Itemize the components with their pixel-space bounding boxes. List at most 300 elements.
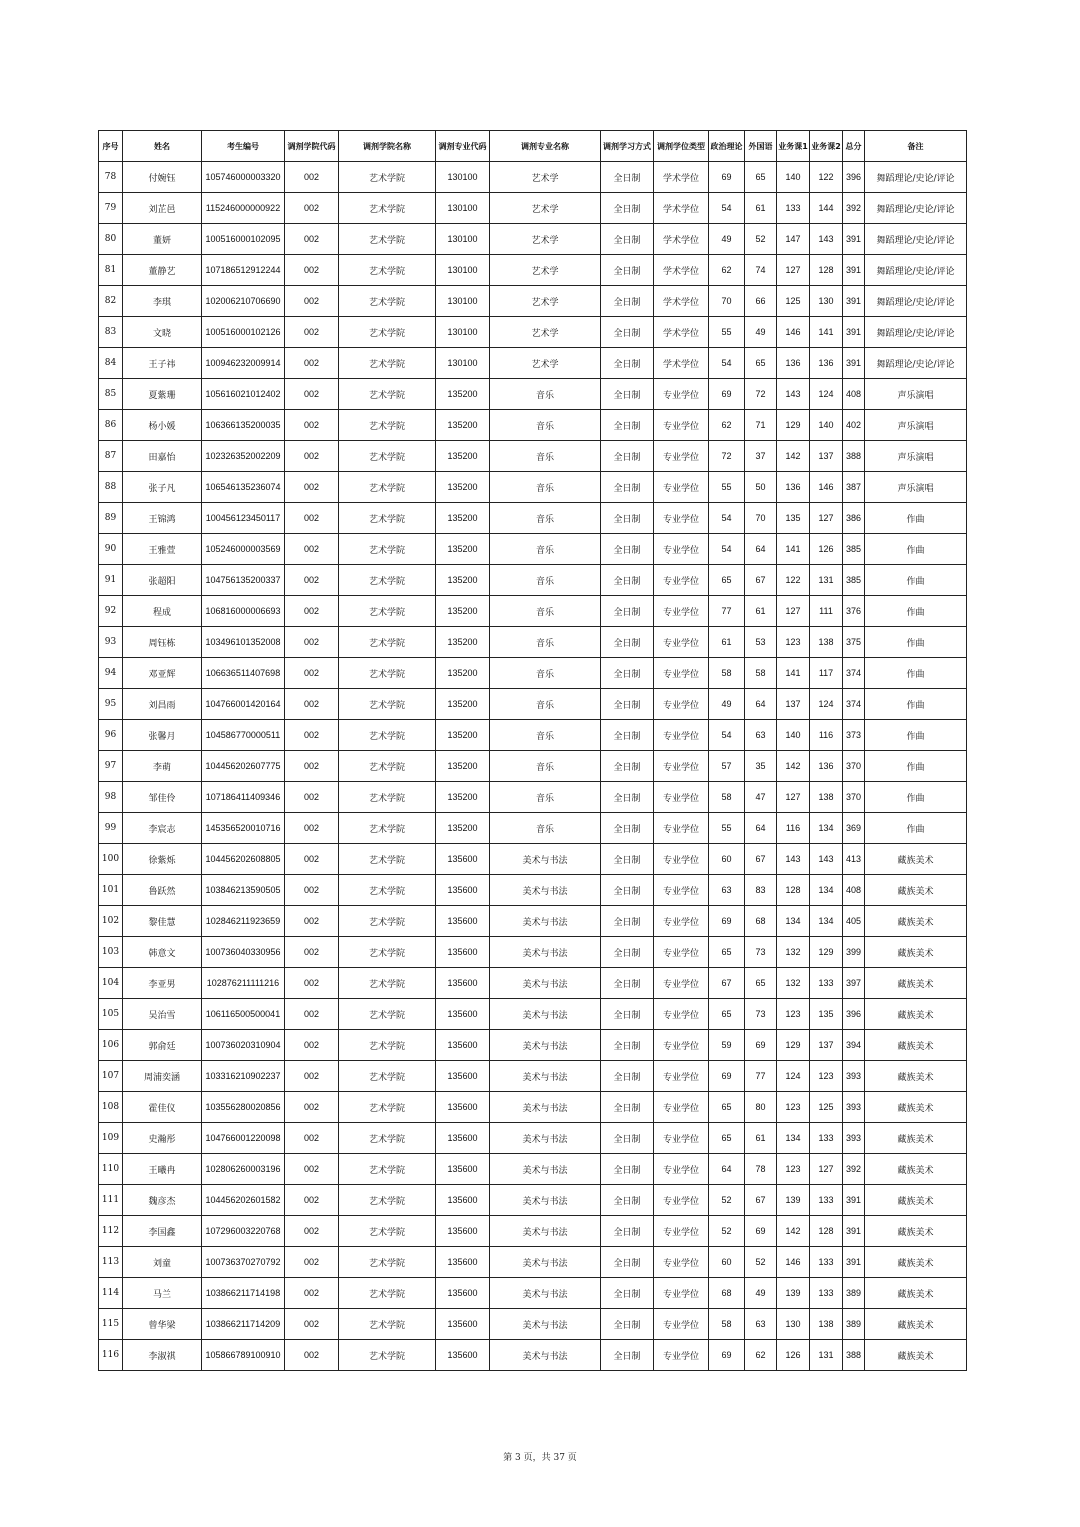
study-mode-cell: 全日制 <box>601 1309 654 1340</box>
table-body <box>99 162 967 1371</box>
major-name-cell: 音乐 <box>490 689 601 720</box>
name-cell: 吴治雪 <box>123 999 202 1030</box>
name-cell: 夏紫珊 <box>123 379 202 410</box>
major-name-cell: 音乐 <box>490 534 601 565</box>
degree-type-cell: 专业学位 <box>654 751 709 782</box>
study-mode-cell: 全日制 <box>601 906 654 937</box>
remark-cell: 声乐演唱 <box>865 379 967 410</box>
serial-cell: 92 <box>99 596 123 627</box>
table-row <box>99 1309 967 1340</box>
foreign-language-score-cell: 64 <box>745 534 777 565</box>
header-cell: 总分 <box>843 131 865 162</box>
foreign-language-score-cell: 74 <box>745 255 777 286</box>
table-row <box>99 1185 967 1216</box>
degree-type-cell: 学术学位 <box>654 348 709 379</box>
name-cell: 马兰 <box>123 1278 202 1309</box>
college-code-cell: 002 <box>285 1185 339 1216</box>
college-code-cell: 002 <box>285 224 339 255</box>
foreign-language-score-cell: 69 <box>745 1216 777 1247</box>
major-code-cell: 135200 <box>436 720 490 751</box>
college-name-cell: 艺术学院 <box>339 999 436 1030</box>
name-cell: 徐紫烁 <box>123 844 202 875</box>
college-code-cell: 002 <box>285 1092 339 1123</box>
foreign-language-score-cell: 37 <box>745 441 777 472</box>
remark-cell: 舞蹈理论/史论/评论 <box>865 348 967 379</box>
page-footer: 第 3 页，共 37 页 <box>503 1453 577 1463</box>
politics-score-cell: 54 <box>709 193 745 224</box>
degree-type-cell: 专业学位 <box>654 1185 709 1216</box>
subject1-score-cell: 126 <box>777 1340 810 1371</box>
candidate-id-cell: 102876211111216 <box>202 968 285 999</box>
name-cell: 李宸志 <box>123 813 202 844</box>
politics-score-cell: 58 <box>709 782 745 813</box>
foreign-language-score-cell: 49 <box>745 317 777 348</box>
politics-score-cell: 72 <box>709 441 745 472</box>
total-score-cell: 391 <box>843 1247 865 1278</box>
major-code-cell: 135600 <box>436 1154 490 1185</box>
table-row <box>99 1340 967 1371</box>
name-cell: 霍佳仪 <box>123 1092 202 1123</box>
candidate-id-cell: 103316210902237 <box>202 1061 285 1092</box>
remark-cell: 作曲 <box>865 689 967 720</box>
remark-cell: 舞蹈理论/史论/评论 <box>865 317 967 348</box>
college-name-cell: 艺术学院 <box>339 472 436 503</box>
name-cell: 董妍 <box>123 224 202 255</box>
study-mode-cell: 全日制 <box>601 1123 654 1154</box>
major-name-cell: 美术与书法 <box>490 844 601 875</box>
candidate-id-cell: 104456202601582 <box>202 1185 285 1216</box>
name-cell: 张馨月 <box>123 720 202 751</box>
header-cell: 业务课2 <box>810 131 843 162</box>
table-row <box>99 1154 967 1185</box>
foreign-language-score-cell: 64 <box>745 813 777 844</box>
degree-type-cell: 专业学位 <box>654 441 709 472</box>
degree-type-cell: 学术学位 <box>654 255 709 286</box>
major-name-cell: 艺术学 <box>490 286 601 317</box>
study-mode-cell: 全日制 <box>601 255 654 286</box>
degree-type-cell: 专业学位 <box>654 565 709 596</box>
foreign-language-score-cell: 71 <box>745 410 777 441</box>
serial-cell: 87 <box>99 441 123 472</box>
subject2-score-cell: 133 <box>810 1247 843 1278</box>
total-score-cell: 391 <box>843 286 865 317</box>
college-code-cell: 002 <box>285 968 339 999</box>
major-code-cell: 135200 <box>436 596 490 627</box>
degree-type-cell: 学术学位 <box>654 193 709 224</box>
major-code-cell: 130100 <box>436 255 490 286</box>
total-score-cell: 391 <box>843 255 865 286</box>
major-name-cell: 美术与书法 <box>490 1216 601 1247</box>
serial-cell: 109 <box>99 1123 123 1154</box>
degree-type-cell: 专业学位 <box>654 1340 709 1371</box>
total-score-cell: 408 <box>843 875 865 906</box>
total-score-cell: 386 <box>843 503 865 534</box>
name-cell: 李国鑫 <box>123 1216 202 1247</box>
table-row <box>99 689 967 720</box>
name-cell: 周浦奕涵 <box>123 1061 202 1092</box>
degree-type-cell: 学术学位 <box>654 286 709 317</box>
table-row <box>99 348 967 379</box>
subject2-score-cell: 111 <box>810 596 843 627</box>
remark-cell: 作曲 <box>865 658 967 689</box>
serial-cell: 98 <box>99 782 123 813</box>
study-mode-cell: 全日制 <box>601 751 654 782</box>
candidate-id-cell: 107296003220768 <box>202 1216 285 1247</box>
study-mode-cell: 全日制 <box>601 627 654 658</box>
subject1-score-cell: 124 <box>777 1061 810 1092</box>
foreign-language-score-cell: 62 <box>745 1340 777 1371</box>
serial-cell: 107 <box>99 1061 123 1092</box>
college-code-cell: 002 <box>285 1340 339 1371</box>
degree-type-cell: 专业学位 <box>654 906 709 937</box>
table-row <box>99 379 967 410</box>
serial-cell: 80 <box>99 224 123 255</box>
subject1-score-cell: 143 <box>777 379 810 410</box>
table-row <box>99 596 967 627</box>
foreign-language-score-cell: 67 <box>745 565 777 596</box>
remark-cell: 声乐演唱 <box>865 472 967 503</box>
major-code-cell: 135200 <box>436 813 490 844</box>
foreign-language-score-cell: 63 <box>745 1309 777 1340</box>
candidate-id-cell: 106816000006693 <box>202 596 285 627</box>
foreign-language-score-cell: 70 <box>745 503 777 534</box>
serial-cell: 113 <box>99 1247 123 1278</box>
subject2-score-cell: 135 <box>810 999 843 1030</box>
study-mode-cell: 全日制 <box>601 534 654 565</box>
candidate-id-cell: 115246000000922 <box>202 193 285 224</box>
subject2-score-cell: 129 <box>810 937 843 968</box>
college-name-cell: 艺术学院 <box>339 875 436 906</box>
header-cell: 调剂学院名称 <box>339 131 436 162</box>
college-code-cell: 002 <box>285 193 339 224</box>
table-row <box>99 162 967 193</box>
major-code-cell: 135200 <box>436 441 490 472</box>
college-code-cell: 002 <box>285 162 339 193</box>
candidate-id-cell: 107186411409346 <box>202 782 285 813</box>
header-cell: 调剂学位类型 <box>654 131 709 162</box>
study-mode-cell: 全日制 <box>601 658 654 689</box>
subject2-score-cell: 131 <box>810 1340 843 1371</box>
subject1-score-cell: 116 <box>777 813 810 844</box>
total-score-cell: 391 <box>843 1185 865 1216</box>
remark-cell: 藏族美术 <box>865 1154 967 1185</box>
college-code-cell: 002 <box>285 596 339 627</box>
college-code-cell: 002 <box>285 1309 339 1340</box>
name-cell: 韩意文 <box>123 937 202 968</box>
college-name-cell: 艺术学院 <box>339 627 436 658</box>
college-name-cell: 艺术学院 <box>339 348 436 379</box>
study-mode-cell: 全日制 <box>601 999 654 1030</box>
candidate-id-cell: 100516000102126 <box>202 317 285 348</box>
serial-cell: 105 <box>99 999 123 1030</box>
politics-score-cell: 54 <box>709 348 745 379</box>
degree-type-cell: 专业学位 <box>654 1247 709 1278</box>
college-name-cell: 艺术学院 <box>339 1092 436 1123</box>
foreign-language-score-cell: 64 <box>745 689 777 720</box>
serial-cell: 111 <box>99 1185 123 1216</box>
subject1-score-cell: 142 <box>777 1216 810 1247</box>
college-code-cell: 002 <box>285 844 339 875</box>
college-name-cell: 艺术学院 <box>339 1216 436 1247</box>
subject1-score-cell: 135 <box>777 503 810 534</box>
serial-cell: 115 <box>99 1309 123 1340</box>
degree-type-cell: 专业学位 <box>654 844 709 875</box>
college-name-cell: 艺术学院 <box>339 751 436 782</box>
college-name-cell: 艺术学院 <box>339 1309 436 1340</box>
subject2-score-cell: 116 <box>810 720 843 751</box>
college-name-cell: 艺术学院 <box>339 689 436 720</box>
table-row <box>99 193 967 224</box>
college-code-cell: 002 <box>285 627 339 658</box>
politics-score-cell: 62 <box>709 255 745 286</box>
study-mode-cell: 全日制 <box>601 1030 654 1061</box>
politics-score-cell: 55 <box>709 813 745 844</box>
college-name-cell: 艺术学院 <box>339 658 436 689</box>
subject2-score-cell: 134 <box>810 906 843 937</box>
serial-cell: 88 <box>99 472 123 503</box>
politics-score-cell: 62 <box>709 410 745 441</box>
name-cell: 程成 <box>123 596 202 627</box>
serial-cell: 90 <box>99 534 123 565</box>
study-mode-cell: 全日制 <box>601 379 654 410</box>
header-cell: 序号 <box>99 131 123 162</box>
major-code-cell: 135600 <box>436 1030 490 1061</box>
college-name-cell: 艺术学院 <box>339 255 436 286</box>
remark-cell: 藏族美术 <box>865 844 967 875</box>
foreign-language-score-cell: 68 <box>745 906 777 937</box>
header-cell: 备注 <box>865 131 967 162</box>
degree-type-cell: 专业学位 <box>654 937 709 968</box>
total-score-cell: 389 <box>843 1309 865 1340</box>
subject1-score-cell: 142 <box>777 751 810 782</box>
name-cell: 王雅萱 <box>123 534 202 565</box>
subject1-score-cell: 146 <box>777 317 810 348</box>
subject1-score-cell: 134 <box>777 906 810 937</box>
name-cell: 文晓 <box>123 317 202 348</box>
subject1-score-cell: 128 <box>777 875 810 906</box>
degree-type-cell: 专业学位 <box>654 379 709 410</box>
major-name-cell: 音乐 <box>490 627 601 658</box>
candidate-id-cell: 103866211714198 <box>202 1278 285 1309</box>
header-cell: 姓名 <box>123 131 202 162</box>
total-score-cell: 399 <box>843 937 865 968</box>
remark-cell: 藏族美术 <box>865 1216 967 1247</box>
remark-cell: 藏族美术 <box>865 937 967 968</box>
major-code-cell: 135600 <box>436 844 490 875</box>
study-mode-cell: 全日制 <box>601 1092 654 1123</box>
candidate-id-cell: 102806260003196 <box>202 1154 285 1185</box>
college-code-cell: 002 <box>285 875 339 906</box>
name-cell: 王锦鸿 <box>123 503 202 534</box>
study-mode-cell: 全日制 <box>601 1340 654 1371</box>
name-cell: 李亚男 <box>123 968 202 999</box>
study-mode-cell: 全日制 <box>601 441 654 472</box>
candidate-id-cell: 106636511407698 <box>202 658 285 689</box>
remark-cell: 藏族美术 <box>865 1340 967 1371</box>
study-mode-cell: 全日制 <box>601 224 654 255</box>
candidate-id-cell: 106546135236074 <box>202 472 285 503</box>
foreign-language-score-cell: 35 <box>745 751 777 782</box>
serial-cell: 93 <box>99 627 123 658</box>
total-score-cell: 388 <box>843 441 865 472</box>
politics-score-cell: 52 <box>709 1185 745 1216</box>
major-name-cell: 艺术学 <box>490 193 601 224</box>
major-code-cell: 135600 <box>436 1216 490 1247</box>
major-name-cell: 艺术学 <box>490 348 601 379</box>
study-mode-cell: 全日制 <box>601 348 654 379</box>
major-code-cell: 135600 <box>436 968 490 999</box>
header-cell: 调剂学习方式 <box>601 131 654 162</box>
remark-cell: 藏族美术 <box>865 1061 967 1092</box>
name-cell: 史瀚彤 <box>123 1123 202 1154</box>
degree-type-cell: 学术学位 <box>654 224 709 255</box>
foreign-language-score-cell: 78 <box>745 1154 777 1185</box>
major-code-cell: 135200 <box>436 565 490 596</box>
study-mode-cell: 全日制 <box>601 844 654 875</box>
study-mode-cell: 全日制 <box>601 286 654 317</box>
candidate-id-cell: 105746000003320 <box>202 162 285 193</box>
subject2-score-cell: 134 <box>810 875 843 906</box>
candidate-id-cell: 106366135200035 <box>202 410 285 441</box>
table-row <box>99 782 967 813</box>
foreign-language-score-cell: 61 <box>745 193 777 224</box>
college-code-cell: 002 <box>285 937 339 968</box>
total-score-cell: 387 <box>843 472 865 503</box>
subject2-score-cell: 137 <box>810 441 843 472</box>
study-mode-cell: 全日制 <box>601 1185 654 1216</box>
table-row <box>99 968 967 999</box>
candidate-id-cell: 104456202607775 <box>202 751 285 782</box>
study-mode-cell: 全日制 <box>601 689 654 720</box>
serial-cell: 97 <box>99 751 123 782</box>
name-cell: 周钰栋 <box>123 627 202 658</box>
total-score-cell: 392 <box>843 193 865 224</box>
major-code-cell: 135600 <box>436 1185 490 1216</box>
study-mode-cell: 全日制 <box>601 162 654 193</box>
table-row <box>99 720 967 751</box>
major-code-cell: 135600 <box>436 1092 490 1123</box>
degree-type-cell: 专业学位 <box>654 999 709 1030</box>
college-name-cell: 艺术学院 <box>339 1185 436 1216</box>
subject2-score-cell: 117 <box>810 658 843 689</box>
major-code-cell: 130100 <box>436 286 490 317</box>
name-cell: 黎佳慧 <box>123 906 202 937</box>
remark-cell: 声乐演唱 <box>865 410 967 441</box>
college-code-cell: 002 <box>285 782 339 813</box>
subject1-score-cell: 133 <box>777 193 810 224</box>
subject2-score-cell: 140 <box>810 410 843 441</box>
total-score-cell: 396 <box>843 999 865 1030</box>
total-score-cell: 373 <box>843 720 865 751</box>
major-name-cell: 音乐 <box>490 782 601 813</box>
remark-cell: 作曲 <box>865 720 967 751</box>
serial-cell: 78 <box>99 162 123 193</box>
foreign-language-score-cell: 80 <box>745 1092 777 1123</box>
college-name-cell: 艺术学院 <box>339 565 436 596</box>
subject1-score-cell: 141 <box>777 534 810 565</box>
politics-score-cell: 63 <box>709 875 745 906</box>
table-row <box>99 1278 967 1309</box>
name-cell: 王曦冉 <box>123 1154 202 1185</box>
politics-score-cell: 65 <box>709 1092 745 1123</box>
college-name-cell: 艺术学院 <box>339 596 436 627</box>
table-row <box>99 751 967 782</box>
college-name-cell: 艺术学院 <box>339 193 436 224</box>
serial-cell: 112 <box>99 1216 123 1247</box>
table-row <box>99 317 967 348</box>
subject2-score-cell: 138 <box>810 1309 843 1340</box>
major-code-cell: 135600 <box>436 1309 490 1340</box>
college-code-cell: 002 <box>285 255 339 286</box>
foreign-language-score-cell: 67 <box>745 844 777 875</box>
foreign-language-score-cell: 47 <box>745 782 777 813</box>
foreign-language-score-cell: 77 <box>745 1061 777 1092</box>
foreign-language-score-cell: 73 <box>745 999 777 1030</box>
subject1-score-cell: 137 <box>777 689 810 720</box>
table-row <box>99 1216 967 1247</box>
subject2-score-cell: 133 <box>810 1278 843 1309</box>
degree-type-cell: 学术学位 <box>654 317 709 348</box>
major-code-cell: 135200 <box>436 503 490 534</box>
major-name-cell: 音乐 <box>490 472 601 503</box>
candidate-id-cell: 106116500500041 <box>202 999 285 1030</box>
table-row <box>99 1247 967 1278</box>
total-score-cell: 394 <box>843 1030 865 1061</box>
subject2-score-cell: 138 <box>810 627 843 658</box>
politics-score-cell: 58 <box>709 1309 745 1340</box>
major-code-cell: 135200 <box>436 534 490 565</box>
politics-score-cell: 68 <box>709 1278 745 1309</box>
degree-type-cell: 专业学位 <box>654 813 709 844</box>
total-score-cell: 374 <box>843 658 865 689</box>
name-cell: 付婉钰 <box>123 162 202 193</box>
major-code-cell: 130100 <box>436 162 490 193</box>
politics-score-cell: 60 <box>709 1247 745 1278</box>
major-code-cell: 135600 <box>436 999 490 1030</box>
name-cell: 刘昌雨 <box>123 689 202 720</box>
degree-type-cell: 专业学位 <box>654 1030 709 1061</box>
candidate-id-cell: 104456202608805 <box>202 844 285 875</box>
serial-cell: 116 <box>99 1340 123 1371</box>
major-name-cell: 美术与书法 <box>490 1154 601 1185</box>
remark-cell: 作曲 <box>865 813 967 844</box>
major-name-cell: 美术与书法 <box>490 1309 601 1340</box>
foreign-language-score-cell: 61 <box>745 1123 777 1154</box>
candidate-id-cell: 102006210706690 <box>202 286 285 317</box>
college-name-cell: 艺术学院 <box>339 410 436 441</box>
major-name-cell: 美术与书法 <box>490 1278 601 1309</box>
subject1-score-cell: 127 <box>777 782 810 813</box>
subject1-score-cell: 147 <box>777 224 810 255</box>
total-score-cell: 369 <box>843 813 865 844</box>
degree-type-cell: 学术学位 <box>654 162 709 193</box>
study-mode-cell: 全日制 <box>601 875 654 906</box>
name-cell: 张超阳 <box>123 565 202 596</box>
major-name-cell: 美术与书法 <box>490 1123 601 1154</box>
name-cell: 邓亚辉 <box>123 658 202 689</box>
total-score-cell: 385 <box>843 534 865 565</box>
table-row <box>99 937 967 968</box>
degree-type-cell: 专业学位 <box>654 968 709 999</box>
subject1-score-cell: 123 <box>777 1092 810 1123</box>
college-name-cell: 艺术学院 <box>339 1247 436 1278</box>
candidate-id-cell: 100456123450117 <box>202 503 285 534</box>
total-score-cell: 385 <box>843 565 865 596</box>
name-cell: 刘芷邑 <box>123 193 202 224</box>
remark-cell: 舞蹈理论/史论/评论 <box>865 193 967 224</box>
subject2-score-cell: 141 <box>810 317 843 348</box>
subject2-score-cell: 133 <box>810 968 843 999</box>
